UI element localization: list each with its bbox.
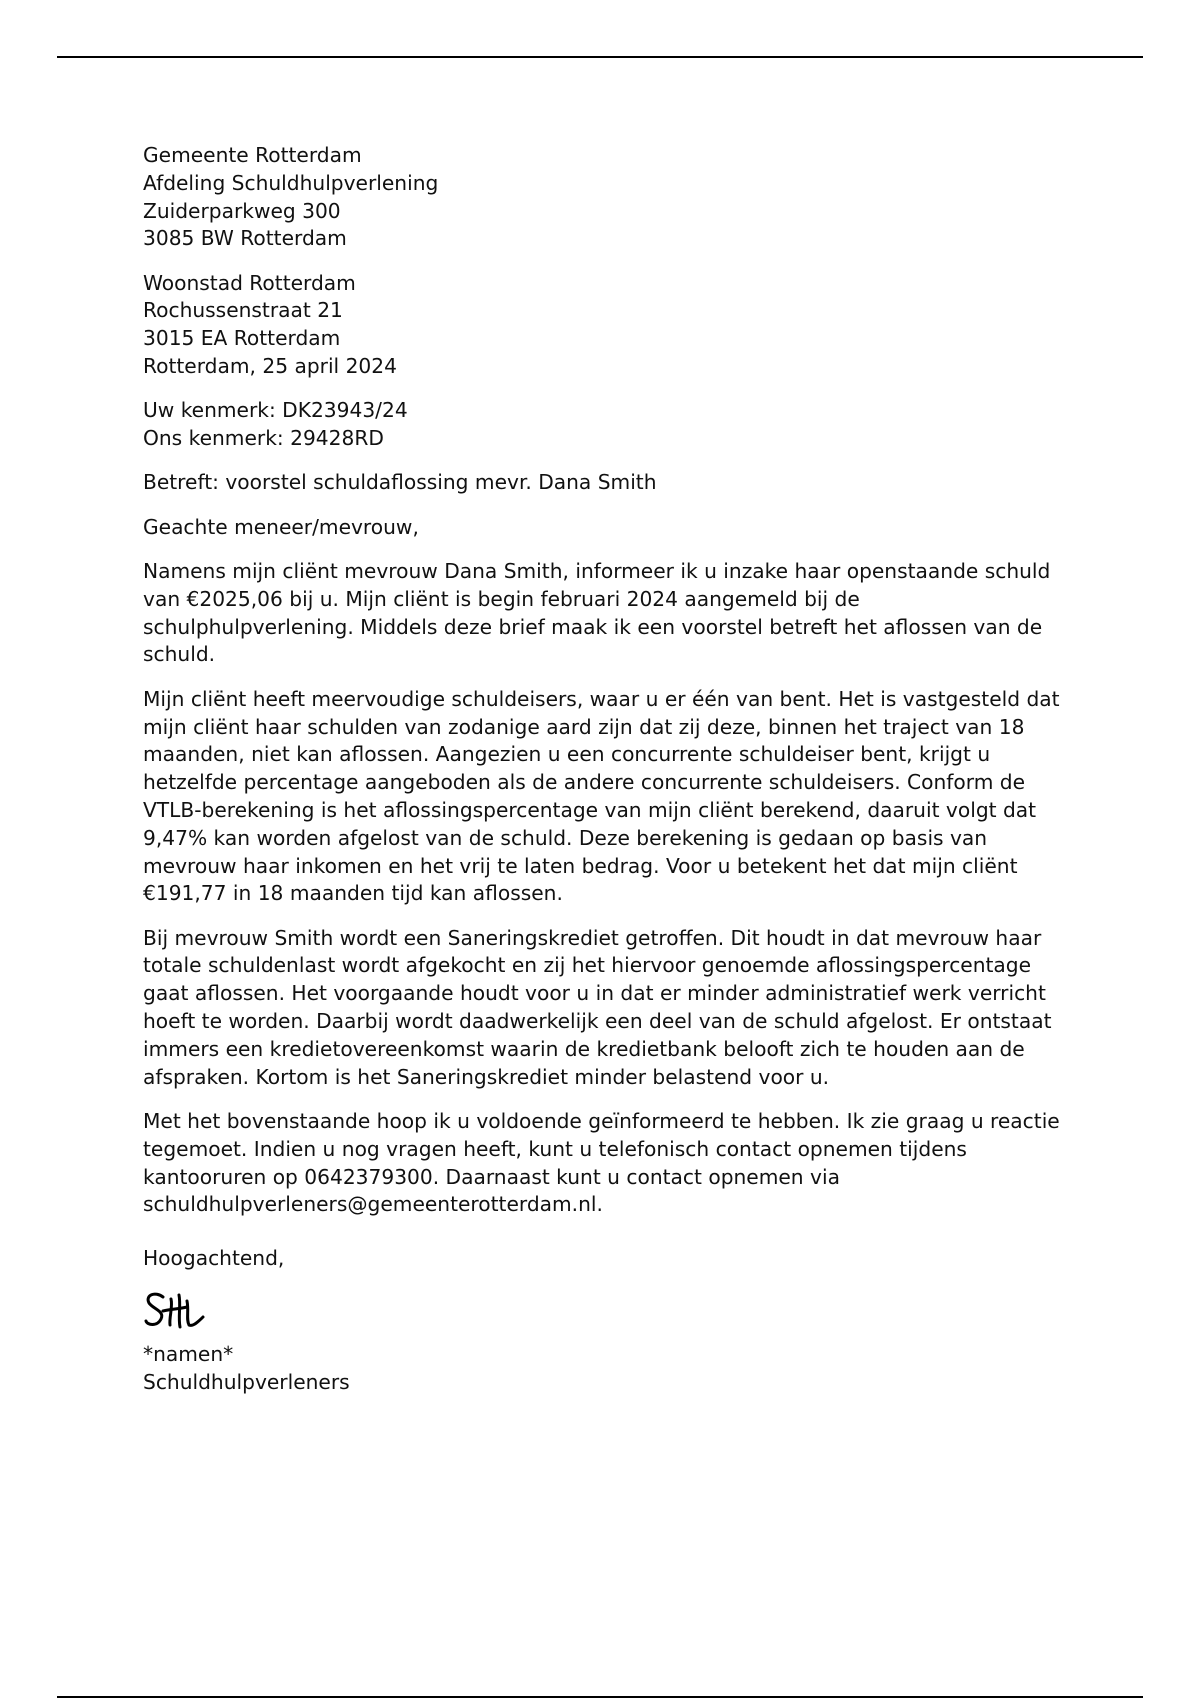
recipient-line: Rochussenstraat 21 (143, 298, 343, 323)
references (143, 397, 1073, 453)
signature-image (143, 1287, 213, 1335)
bottom-rule (57, 1696, 1143, 1698)
signatory (143, 1341, 1073, 1397)
recipient-address (143, 270, 1073, 381)
sender-line: 3085 BW Rotterdam (143, 226, 347, 251)
recipient-line: Woonstad Rotterdam (143, 270, 356, 295)
top-rule (57, 56, 1143, 58)
signatory-role: Schuldhulpverleners (143, 1369, 350, 1394)
body-paragraph: Namens mijn cliënt mevrouw Dana Smith, informeer ik u inzake haar openstaande schuld van €2025,06 bij u. Mijn cliënt is begin februari 2024 aangemeld bij de schulphulpverlening. Middels deze brief maak ik een voorstel betreft het aflossen van de schuld. (143, 559, 1051, 667)
sender-line: Gemeente Rotterdam (143, 143, 362, 167)
signatory-name: *namen* (143, 1341, 234, 1366)
uw-kenmerk: Uw kenmerk: DK23943/24 (143, 398, 408, 423)
sender-line: Afdeling Schuldhulpverlening (143, 170, 439, 195)
letter-body (143, 142, 1073, 1396)
salutation: Geachte meneer/mevrouw, (143, 514, 419, 539)
subject-line: Betreft: voorstel schuldaflossing mevr. Dana Smith (143, 470, 657, 495)
sender-address (143, 142, 1073, 253)
place-date: Rotterdam, 25 april 2024 (143, 354, 397, 379)
body-paragraph: Mijn cliënt heeft meervoudige schuldeisers, waar u er één van bent. Het is vastgesteld dat mijn cliënt haar schulden van zodanige aard zijn dat zij deze, binnen het traject van 18 maanden, niet kan aflossen. Aangezien u een concurrente schuldeiser bent, krijgt u hetzelfde percentage aangeboden als de andere concurrente schuldeisers. Conform de VTLB-berekening is het aflossingspercentage van mijn cliënt berekend, daaruit volgt dat 9,47% kan worden afgelost van de schuld. Deze berekening is gedaan op basis van mevrouw haar inkomen en het vrij te laten bedrag. Voor u betekent het dat mijn cliënt €191,77 in 18 maanden tijd kan aflossen. (143, 686, 1060, 906)
sender-line: Zuiderparkweg 300 (143, 198, 341, 223)
closing: Hoogachtend, (143, 1246, 285, 1271)
body-paragraph: Bij mevrouw Smith wordt een Saneringskrediet getroffen. Dit houdt in dat mevrouw haar totale schuldenlast wordt afgekocht en zij het hiervoor genoemde aflossingspercentage gaat aflossen. Het voorgaande houdt voor u in dat er minder administratief werk verricht hoeft te worden. Daarbij wordt daadwerkelijk een deel van de schuld afgelost. Er ontstaat immers een kredietovereenkomst waarin de kredietbank belooft zich te houden aan de afspraken. Kortom is het Saneringskrediet minder belastend voor u. (143, 925, 1052, 1089)
body-paragraph: Met het bovenstaande hoop ik u voldoende geïnformeerd te hebben. Ik zie graag u reactie tegemoet. Indien u nog vragen heeft, kunt u telefonisch contact opnemen tijdens kantooruren op 0642379300. Daarnaast kunt u contact opnemen via schuldhulpverleners@gemeenterotterdam.nl. (143, 1108, 1060, 1217)
ons-kenmerk: Ons kenmerk: 29428RD (143, 426, 384, 451)
recipient-line: 3015 EA Rotterdam (143, 326, 341, 351)
